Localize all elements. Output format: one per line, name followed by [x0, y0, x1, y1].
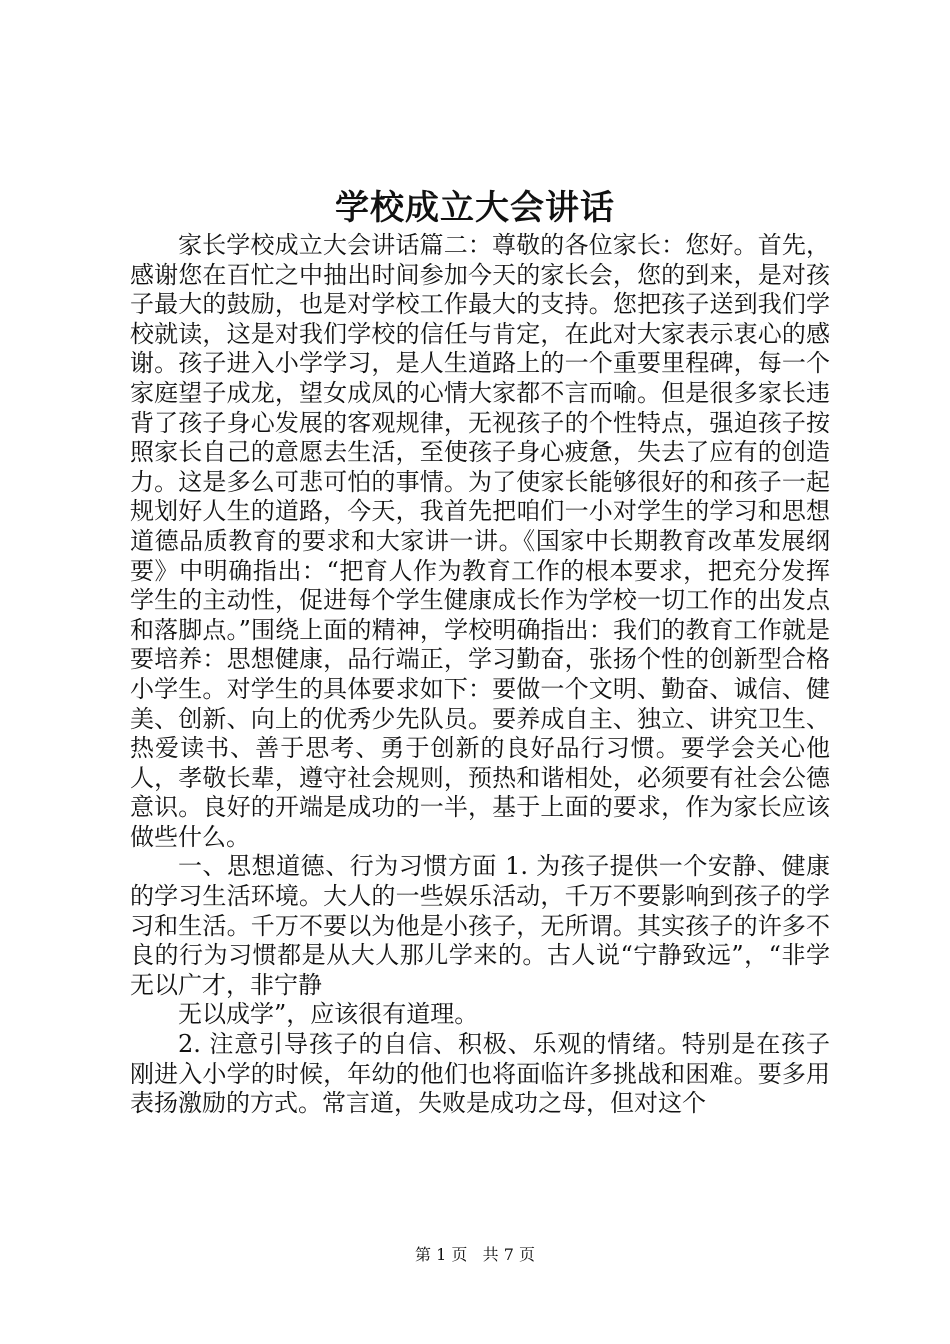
- paragraph-section-one: 一、思想道德、行为习惯方面 1. 为孩子提供一个安静、健康的学习生活环境。大人的一些娱乐活动，千万不要影响到孩子的学习和生活。千万不要以为他是小孩子，无所谓。其实孩子的许多不良的行为习惯都是从大人那儿学来的。古人说“宁静致远”，“非学无以广才，非宁静: [130, 852, 830, 999]
- document-title: 学校成立大会讲话: [335, 188, 615, 228]
- page-footer: [0, 1244, 950, 1266]
- page-number-label: 第 1 页 共 7 页: [415, 1245, 535, 1264]
- document-body: [130, 231, 830, 1119]
- paragraph-intro: 家长学校成立大会讲话篇二：尊敬的各位家长：您好。首先，感谢您在百忙之中抽出时间参加今天的家长会，您的到来，是对孩子最大的鼓励，也是对学校工作最大的支持。您把孩子送到我们学校就读，这是对我们学校的信任与肯定，在此对大家表示衷心的感谢。孩子进入小学学习，是人生道路上的一个重要里程碑，每一个家庭望子成龙，望女成凤的心情大家都不言而喻。但是很多家长违背了孩子身心发展的客观规律，无视孩子的个性特点，强迫孩子按照家长自己的意愿去生活，至使孩子身心疲惫，失去了应有的创造力。这是多么可悲可怕的事情。为了使家长能够很好的和孩子一起规划好人生的道路，今天，我首先把咱们一小对学生的学习和思想道德品质教育的要求和大家讲一讲。《国家中长期教育改革发展纲要》中明确指出：“把育人作为教育工作的根本要求，把充分发挥学生的主动性，促进每个学生健康成长作为学校一切工作的出发点和落脚点。”围绕上面的精神，学校明确指出：我们的教育工作就是要培养：思想健康，品行端正，学习勤奋，张扬个性的创新型合格小学生。对学生的具体要求如下：要做一个文明、勤奋、诚信、健美、创新、向上的优秀少先队员。要养成自主、独立、讲究卫生、热爱读书、善于思考、勇于创新的良好品行习惯。要学会关心他人，孝敬长辈，遵守社会规则，预热和谐相处，必须要有社会公德意识。良好的开端是成功的一半，基于上面的要求，作为家长应该做些什么。: [130, 231, 830, 851]
- paragraph-item-two: 2. 注意引导孩子的自信、积极、乐观的情绪。特别是在孩子刚进入小学的时候，年幼的他们也将面临许多挑战和困难。要多用表扬激励的方式。常言道，失败是成功之母，但对这个: [130, 1030, 830, 1118]
- paragraph-continuation: 无以成学”，应该很有道理。: [178, 1000, 479, 1029]
